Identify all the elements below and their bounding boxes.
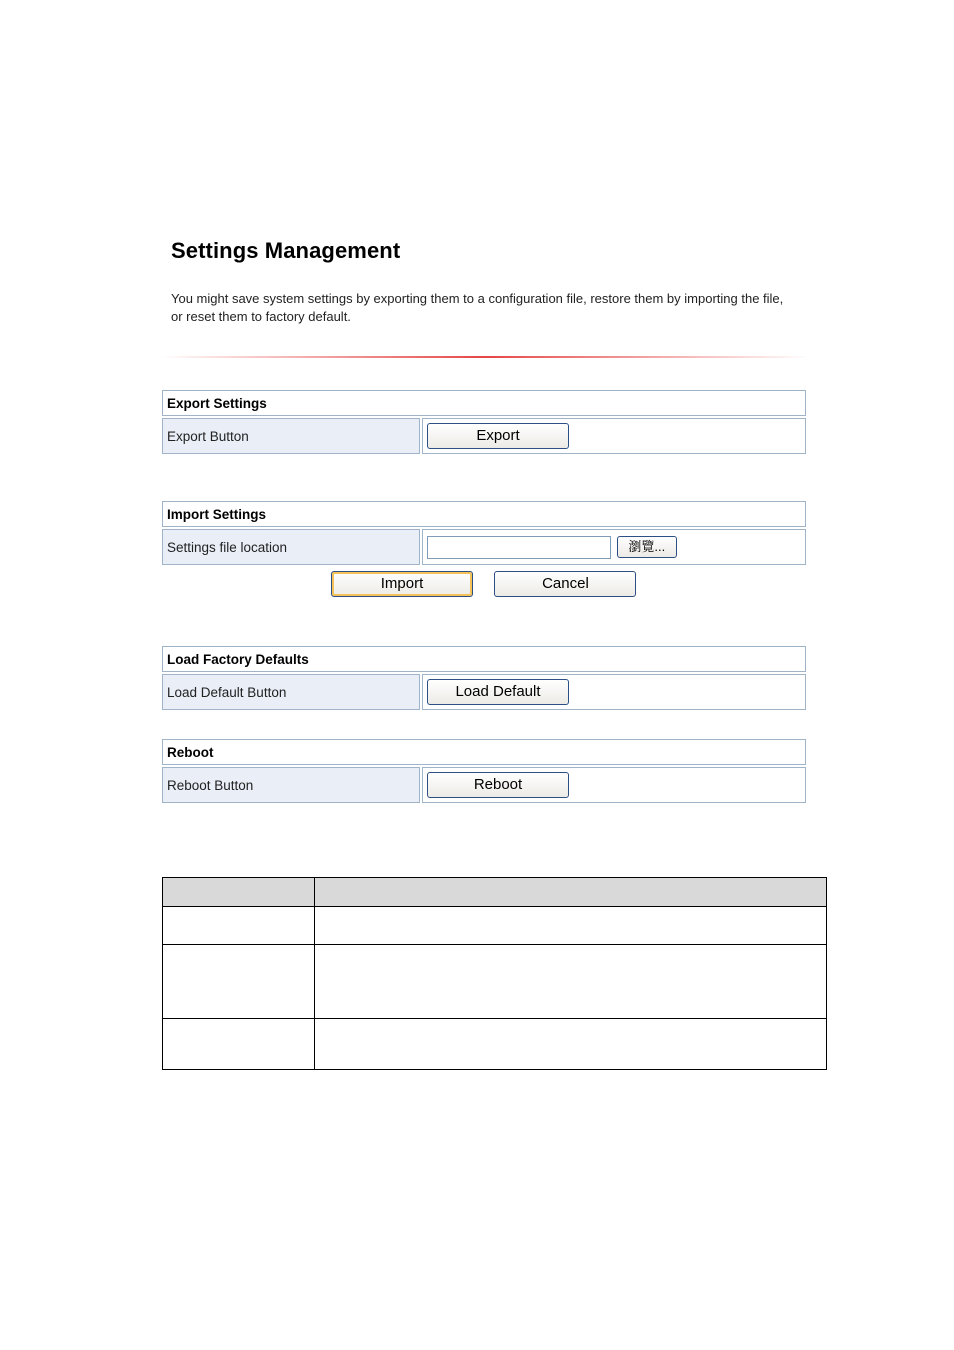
- import-button[interactable]: Import: [331, 571, 473, 597]
- section-divider: [160, 356, 810, 358]
- table-cell: [315, 1019, 827, 1070]
- export-button[interactable]: Export: [427, 423, 569, 449]
- reboot-button-label: Reboot Button: [162, 767, 420, 803]
- page-title: Settings Management: [171, 238, 401, 263]
- table-cell: [163, 907, 315, 945]
- description-table-header: [163, 878, 827, 907]
- export-button-cell: [422, 418, 806, 454]
- settings-file-input[interactable]: [427, 536, 611, 559]
- table-cell: [163, 945, 315, 1019]
- reboot-panel: [160, 737, 808, 805]
- table-header-cell: [163, 878, 315, 907]
- load-default-label: Load Default Button: [162, 674, 420, 710]
- page-description: You might save system settings by exporting them to a configuration file, restore them by importing the file, or reset them to factory default.: [171, 291, 784, 324]
- reboot-button-cell: [422, 767, 806, 803]
- cancel-button[interactable]: Cancel: [494, 571, 636, 597]
- browse-button[interactable]: 瀏覽...: [617, 536, 677, 558]
- table-cell: [315, 945, 827, 1019]
- description-table: [162, 877, 827, 1070]
- load-default-button[interactable]: Load Default: [427, 679, 569, 705]
- factory-defaults-heading: Load Factory Defaults: [162, 646, 806, 672]
- reboot-heading: Reboot: [162, 739, 806, 765]
- table-row: [163, 945, 827, 1019]
- export-button-label: Export Button: [162, 418, 420, 454]
- import-settings-panel: [160, 499, 808, 567]
- table-cell: [315, 907, 827, 945]
- export-settings-heading: Export Settings: [162, 390, 806, 416]
- load-default-cell: [422, 674, 806, 710]
- import-actions: [331, 571, 636, 597]
- factory-defaults-panel: [160, 644, 808, 712]
- table-cell: [163, 1019, 315, 1070]
- settings-file-location-label: Settings file location: [162, 529, 420, 565]
- reboot-button[interactable]: Reboot: [427, 772, 569, 798]
- table-row: [163, 1019, 827, 1070]
- table-row: [163, 907, 827, 945]
- table-header-cell: [315, 878, 827, 907]
- export-settings-panel: [160, 388, 808, 456]
- settings-file-location-cell: [422, 529, 806, 565]
- import-settings-heading: Import Settings: [162, 501, 806, 527]
